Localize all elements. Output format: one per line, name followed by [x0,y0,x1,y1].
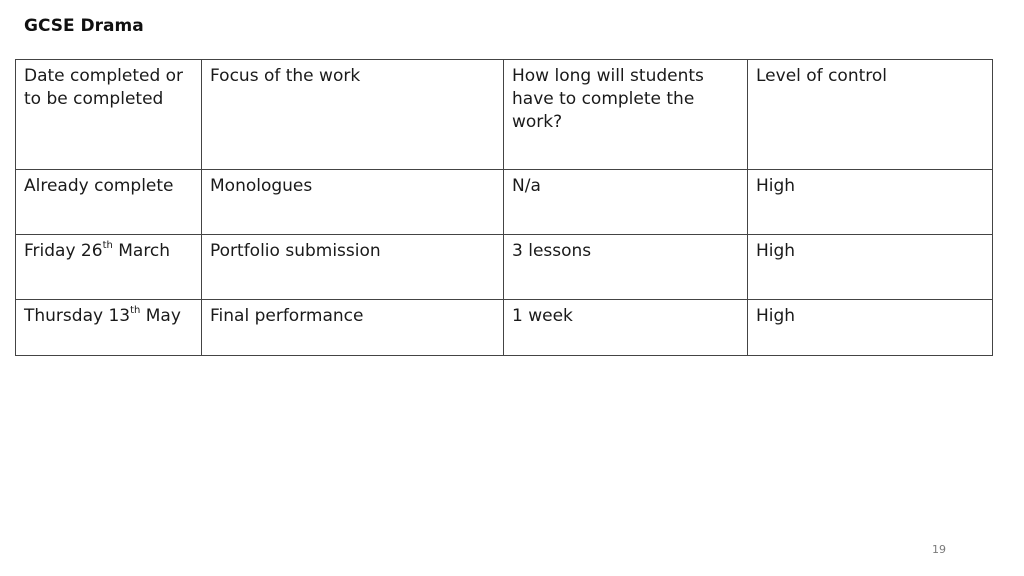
header-duration: How long will students have to complete the work? [504,60,748,170]
table-row [16,235,993,300]
date-cell: Already complete [16,170,202,235]
table-row [16,300,993,356]
control-cell: High [748,235,993,300]
header-date: Date completed or to be completed [16,60,202,170]
focus-cell: Portfolio submission [202,235,504,300]
slide-title: GCSE Drama [24,16,144,36]
duration-cell: 3 lessons [504,235,748,300]
page-number: 19 [932,543,946,556]
focus-cell: Final performance [202,300,504,356]
date-cell: Friday 26th March [16,235,202,300]
focus-cell: Monologues [202,170,504,235]
duration-cell: N/a [504,170,748,235]
table-row [16,170,993,235]
header-control: Level of control [748,60,993,170]
control-cell: High [748,170,993,235]
date-cell: Thursday 13th May [16,300,202,356]
header-focus: Focus of the work [202,60,504,170]
control-cell: High [748,300,993,356]
assessment-schedule-table [15,59,993,356]
duration-cell: 1 week [504,300,748,356]
table-header-row [16,60,993,170]
